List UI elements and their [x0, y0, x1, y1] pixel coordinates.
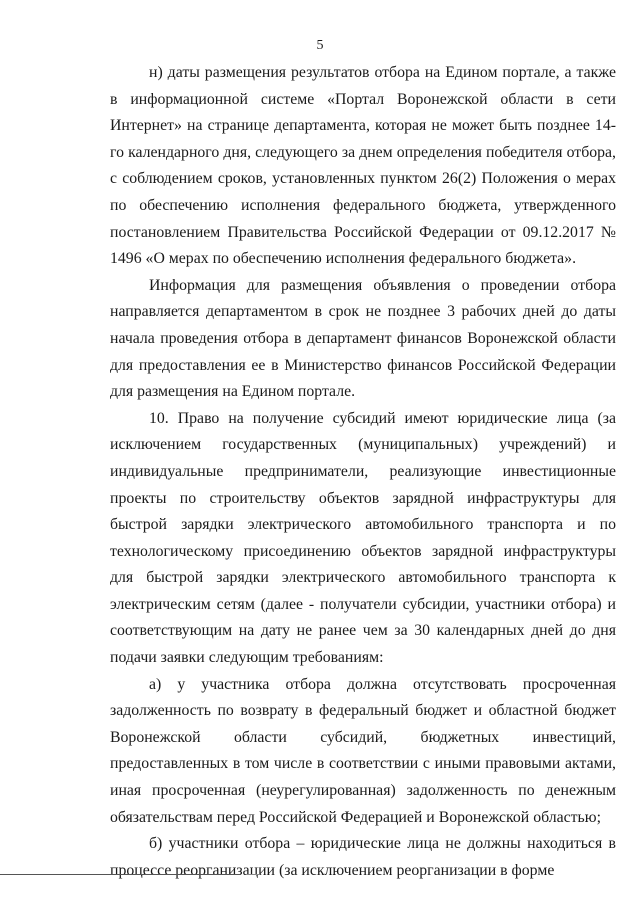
bottom-divider-line: [0, 874, 240, 875]
paragraph-a-no-debt: а) у участника отбора должна отсутствовать просроченная задолженность по возврату в федеральный бюджет и областной бюджет Воронежской области субсидий, бюджетных инвестиций, предоставленных в том числе в соответствии с иными правовыми актами, иная просроченная (неурегулированная) задолженность по денежным обязательствам перед Российской Федерацией и Воронежской областью;: [110, 675, 616, 826]
page-number: 5: [316, 38, 324, 53]
paragraph-n-publication-dates: н) даты размещения результатов отбора на Едином портале, а также в информационной системе «Портал Воронежской области в сети Интернет» на странице департамента, которая не может быть позднее 14-го календарного дня, следующего за днем определения победителя отбора, с соблюдением сроков, установленных пунктом 26(2) Положения о мерах по обеспечению исполнения федерального бюджета, утвержденного постановлением Правительства Российской Федерации от 09.12.2017 № 1496 «О мерах по обеспечению исполнения федерального бюджета».: [110, 64, 616, 268]
bottom-divider-dash: [246, 874, 260, 875]
document-body: [110, 60, 616, 884]
paragraph-announcement-info: Информация для размещения объявления о проведении отбора направляется департаментом в срок не позднее 3 рабочих дней до даты начала проведения отбора в департамент финансов Воронежской области для предоставления ее в Министерство финансов Российской Федерации для размещения на Едином портале.: [110, 276, 616, 401]
paragraph-10-subsidy-eligibility: 10. Право на получение субсидий имеют юридические лица (за исключением государственных (муниципальных) учреждений) и индивидуальные предприниматели, реализующие инвестиционные проекты по строительству объектов зарядной инфраструктуры для быстрой зарядки электрического автомобильного транспорта и по технологическому присоединению объектов зарядной инфраструктуры для быстрой зарядки электрического автомобильного транспорта к электрическим сетям (далее - получатели субсидии, участники отбора) и соответствующим на дату не ранее чем за 30 календарных дней до дня подачи заявки следующим требованиям:: [110, 409, 616, 667]
paragraph-b-no-reorganization: б) участники отбора – юридические лица не должны находиться в процессе реорганизации (за исключением реорганизации в форме: [110, 835, 616, 879]
